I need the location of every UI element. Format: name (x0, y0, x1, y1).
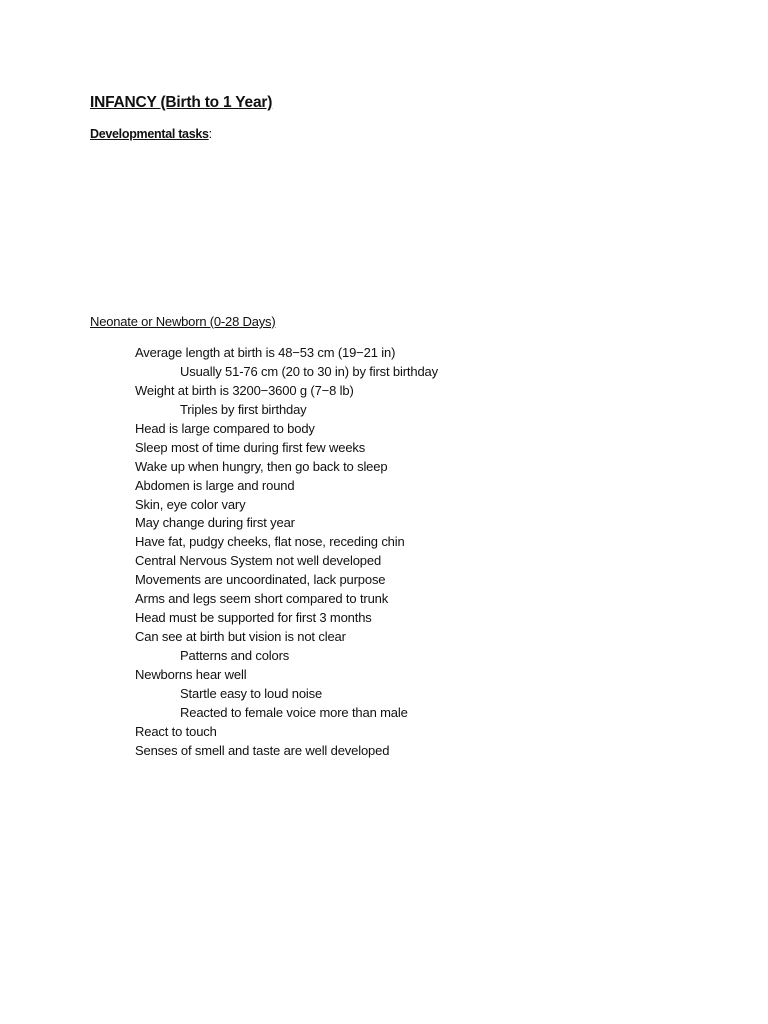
list-item: Have fat, pudgy cheeks, flat nose, receding chin (135, 534, 405, 550)
developmental-tasks-label: Developmental tasks (90, 127, 209, 141)
list-subitem: Startle easy to loud noise (180, 685, 323, 701)
list-item: Weight at birth is 3200−3600 g (7−8 lb) (135, 382, 354, 398)
list-subitem: Usually 51-76 cm (20 to 30 in) by first birthday (180, 363, 438, 379)
list-item: Can see at birth but vision is not clear (135, 629, 346, 645)
list-subitem: Triples by first birthday (180, 401, 307, 417)
list-item: May change during first year (135, 515, 295, 531)
list-item: Senses of smell and taste are well developed (135, 742, 390, 758)
list-item: Head is large compared to body (135, 420, 315, 436)
list-item: Skin, eye color vary (135, 496, 246, 512)
list-item: Central Nervous System not well developed (135, 553, 382, 569)
list-item: Movements are uncoordinated, lack purpose (135, 572, 386, 588)
list-item: Head must be supported for first 3 months (135, 610, 372, 626)
list-item: React to touch (135, 723, 217, 739)
list-subitem: Patterns and colors (180, 648, 290, 663)
list-item: Arms and legs seem short compared to trunk (135, 591, 389, 607)
page-title: INFANCY (Birth to 1 Year) (90, 94, 273, 111)
list-subitem: Reacted to female voice more than male (180, 704, 408, 720)
list-item: Wake up when hungry, then go back to sleep (135, 458, 388, 474)
list-item: Sleep most of time during first few weeks (135, 439, 366, 455)
newborn-characteristics-list (0, 344, 768, 761)
developmental-tasks-colon: : (208, 127, 213, 141)
developmental-tasks-heading (90, 127, 212, 141)
newborn-section-heading: Neonate or Newborn (0-28 Days) (90, 314, 276, 329)
list-item: Average length at birth is 48−53 cm (19−21 in) (135, 345, 396, 360)
list-item: Newborns hear well (135, 666, 247, 682)
list-item: Abdomen is large and round (135, 477, 295, 493)
